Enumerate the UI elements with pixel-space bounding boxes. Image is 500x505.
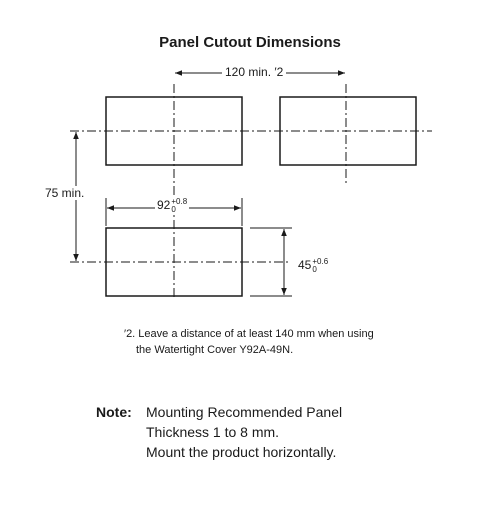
diagram-title: Panel Cutout Dimensions bbox=[159, 34, 341, 51]
tolerance bbox=[312, 258, 328, 274]
dimension-label-45 bbox=[296, 258, 330, 274]
note-line: Mounting Recommended Panel bbox=[146, 404, 343, 420]
nominal-value: 45 bbox=[298, 258, 312, 273]
note-line: Mount the product horizontally. bbox=[146, 444, 337, 460]
note-line: Thickness 1 to 8 mm. bbox=[146, 424, 280, 440]
note-lead: Note: bbox=[96, 404, 132, 420]
tolerance-upper: +0.8 bbox=[171, 197, 188, 206]
dimension-label-92 bbox=[155, 198, 189, 214]
tolerance bbox=[171, 198, 187, 214]
dimension-label-120: 120 min. ′2 bbox=[222, 65, 286, 79]
nominal-value: 92 bbox=[157, 198, 171, 213]
footnote bbox=[124, 326, 374, 358]
dimension-label-75: 75 min. bbox=[45, 186, 85, 200]
tolerance-lower: 0 bbox=[312, 265, 317, 274]
footnote-line: the Watertight Cover Y92A-49N. bbox=[136, 344, 294, 356]
tolerance-upper: +0.6 bbox=[312, 257, 329, 266]
footnote-line: ′2. Leave a distance of at least 140 mm when using bbox=[124, 328, 374, 340]
mounting-note bbox=[96, 402, 342, 462]
tolerance-lower: 0 bbox=[171, 205, 176, 214]
